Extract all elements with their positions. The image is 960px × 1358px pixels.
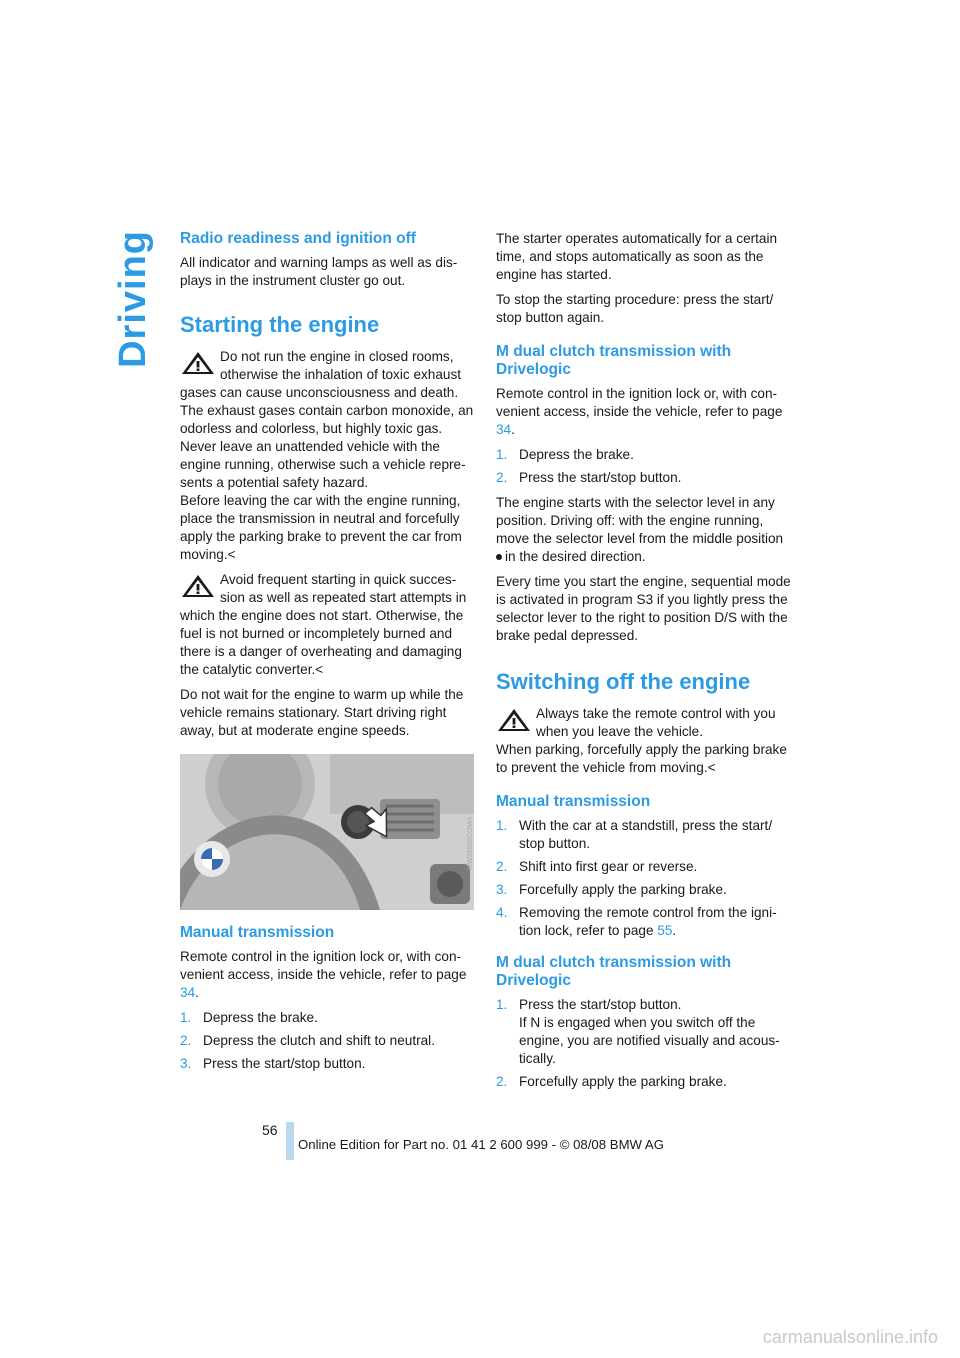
right-column [496,230,792,1098]
mdct-off-heading: M dual clutch transmission with Drivelogic [496,954,732,989]
dashboard-illustration [180,754,474,910]
starting-engine-heading: Starting the engine [180,312,380,337]
step-text: With the car at a standstill, press the start/ stop button. [519,818,773,851]
mdct-text: Remote control in the ignition lock or, with con-venient access, inside the vehicle, refer to page 34. [496,386,783,437]
left-column [180,230,474,1080]
page-link-34[interactable]: 34 [496,422,512,437]
footer-edition-text: Online Edition for Part no. 01 41 2 600 999 - © 08/08 BMW AG [298,1137,664,1152]
mdct-off-steps [496,996,792,1091]
list-item [496,858,792,876]
list-item [496,1073,792,1091]
switching-off-heading: Switching off the engine [496,669,751,694]
warning-neutral-brake-text: Before leaving the car with the engine running, place the transmission in neutral and forcefully apply the parking brake to prevent the car from moving. [180,493,462,562]
manual-transmission-text-body: Remote control in the ignition lock or, with con-venient access, inside the vehicle, refer to page [180,949,467,982]
warm-up-text: Do not wait for the engine to warm up while the vehicle remains stationary. Start driving right away, but at moderate engine speeds. [180,687,464,738]
selector-text-body: The engine starts with the selector level in any position. Driving off: with the engine running, move the selector level from the middle position [496,495,784,546]
step-number: 1. [496,997,508,1012]
manual-off-steps [496,817,792,940]
warning-end-mark: < [227,547,236,562]
warning-frequent-starting-text: Avoid frequent starting in quick succes-sion as well as repeated start attempts in which the engine does not start. Otherwise, the fuel is not burned or incompletely burned and there is a danger of overheating and damaging the catalytic converter. [180,572,467,677]
step-number: 1. [496,818,508,833]
warning-triangle-icon [180,573,216,599]
warning-end-mark: < [315,662,324,677]
page-link-55[interactable]: 55 [657,923,673,938]
step-number: 2. [180,1033,192,1048]
warning-remote-control [496,705,792,777]
step-text: Press the start/stop button. [203,1056,366,1071]
list-item: 4. Removing the remote control from the igni-tion lock, refer to page 55. [496,905,777,938]
watermark: carmanualsonline.info [762,1327,938,1347]
list-item [496,881,792,899]
step-text: Press the start/stop button. [519,470,682,485]
page-link-34[interactable]: 34 [180,985,196,1000]
starter-text: The starter operates automatically for a certain time, and stops automatically as soon as the engine has started. [496,231,778,282]
page-number: 56 [262,1122,278,1138]
step-number: 4. [496,905,508,920]
figure-code: MW38826COMA [467,817,474,870]
mdct-heading: M dual clutch transmission with Drivelogic [496,343,732,378]
step-number: 2. [496,470,508,485]
sequential-text: Every time you start the engine, sequential mode is activated in program S3 if you lightly press the selector lever to the right to position D/S with the brake pedal depressed. [496,574,791,643]
step-number: 1. [496,447,508,462]
section-tab: Driving [112,230,154,368]
warning-toxic-exhaust-text: Do not run the engine in closed rooms, otherwise the inhalation of toxic exhaust gases can cause unconsciousness and death. The exhaust gases contain carbon monoxide, an odorless and colorless, but highly toxic gas. Never leave an unattended vehicle with the engine running, otherwise such a vehicle repre-sents a potential safety hazard. [180,349,474,490]
manual-transmission-heading: Manual transmission [180,924,335,941]
list-item [496,446,792,464]
radio-readiness-text: All indicator and warning lamps as well as dis-plays in the instrument cluster go out. [180,255,458,288]
step-text: Depress the brake. [203,1010,318,1025]
list-item [180,1055,474,1073]
step-text: Shift into first gear or reverse. [519,859,698,874]
step-text: Press the start/stop button. [519,997,682,1012]
warning-triangle-icon [496,707,532,733]
list-item [180,1009,474,1027]
start-stop-button-illustration [180,754,474,910]
step-number: 2. [496,1074,508,1089]
warning-remote-control-text: Always take the remote control with you when you leave the vehicle. [536,706,776,739]
warning-triangle-icon [180,350,216,376]
manual-transmission-off-heading: Manual transmission [496,793,651,810]
warning-parking-brake-text: When parking, forcefully apply the parking brake to prevent the vehicle from moving. [496,742,787,775]
list-item [496,996,792,1068]
step-text: Depress the brake. [519,447,634,462]
step-number: 3. [180,1056,192,1071]
step-text: Forcefully apply the parking brake. [519,882,727,897]
step-note: If N is engaged when you switch off the engine, you are notified visually and acous-tically. [519,1015,780,1066]
list-item [180,1032,474,1050]
list-item [496,817,792,853]
mdct-text-body: Remote control in the ignition lock or, with con-venient access, inside the vehicle, refer to page [496,386,783,419]
warning-end-mark: < [707,760,716,775]
manual-start-steps [180,1009,474,1073]
mdct-start-steps [496,446,792,487]
step-text: Removing the remote control from the igni-tion lock, refer to page [519,905,777,938]
selector-text [496,494,792,566]
warning-toxic-exhaust [180,348,474,564]
step-number: 3. [496,882,508,897]
step-text: Depress the clutch and shift to neutral. [203,1033,435,1048]
step-number: 2. [496,859,508,874]
step-text: Forcefully apply the parking brake. [519,1074,727,1089]
warning-frequent-starting [180,571,474,679]
middle-position-dot-icon [496,554,502,560]
stop-starting-text: To stop the starting procedure: press the start/ stop button again. [496,292,774,325]
selector-text-end: in the desired direction. [505,549,646,564]
radio-readiness-heading: Radio readiness and ignition off [180,230,416,247]
list-item [496,469,792,487]
step-number: 1. [180,1010,192,1025]
footer-accent-bar [286,1122,294,1160]
manual-transmission-text: Remote control in the ignition lock or, with con-venient access, inside the vehicle, refer to page 34. [180,949,467,1000]
